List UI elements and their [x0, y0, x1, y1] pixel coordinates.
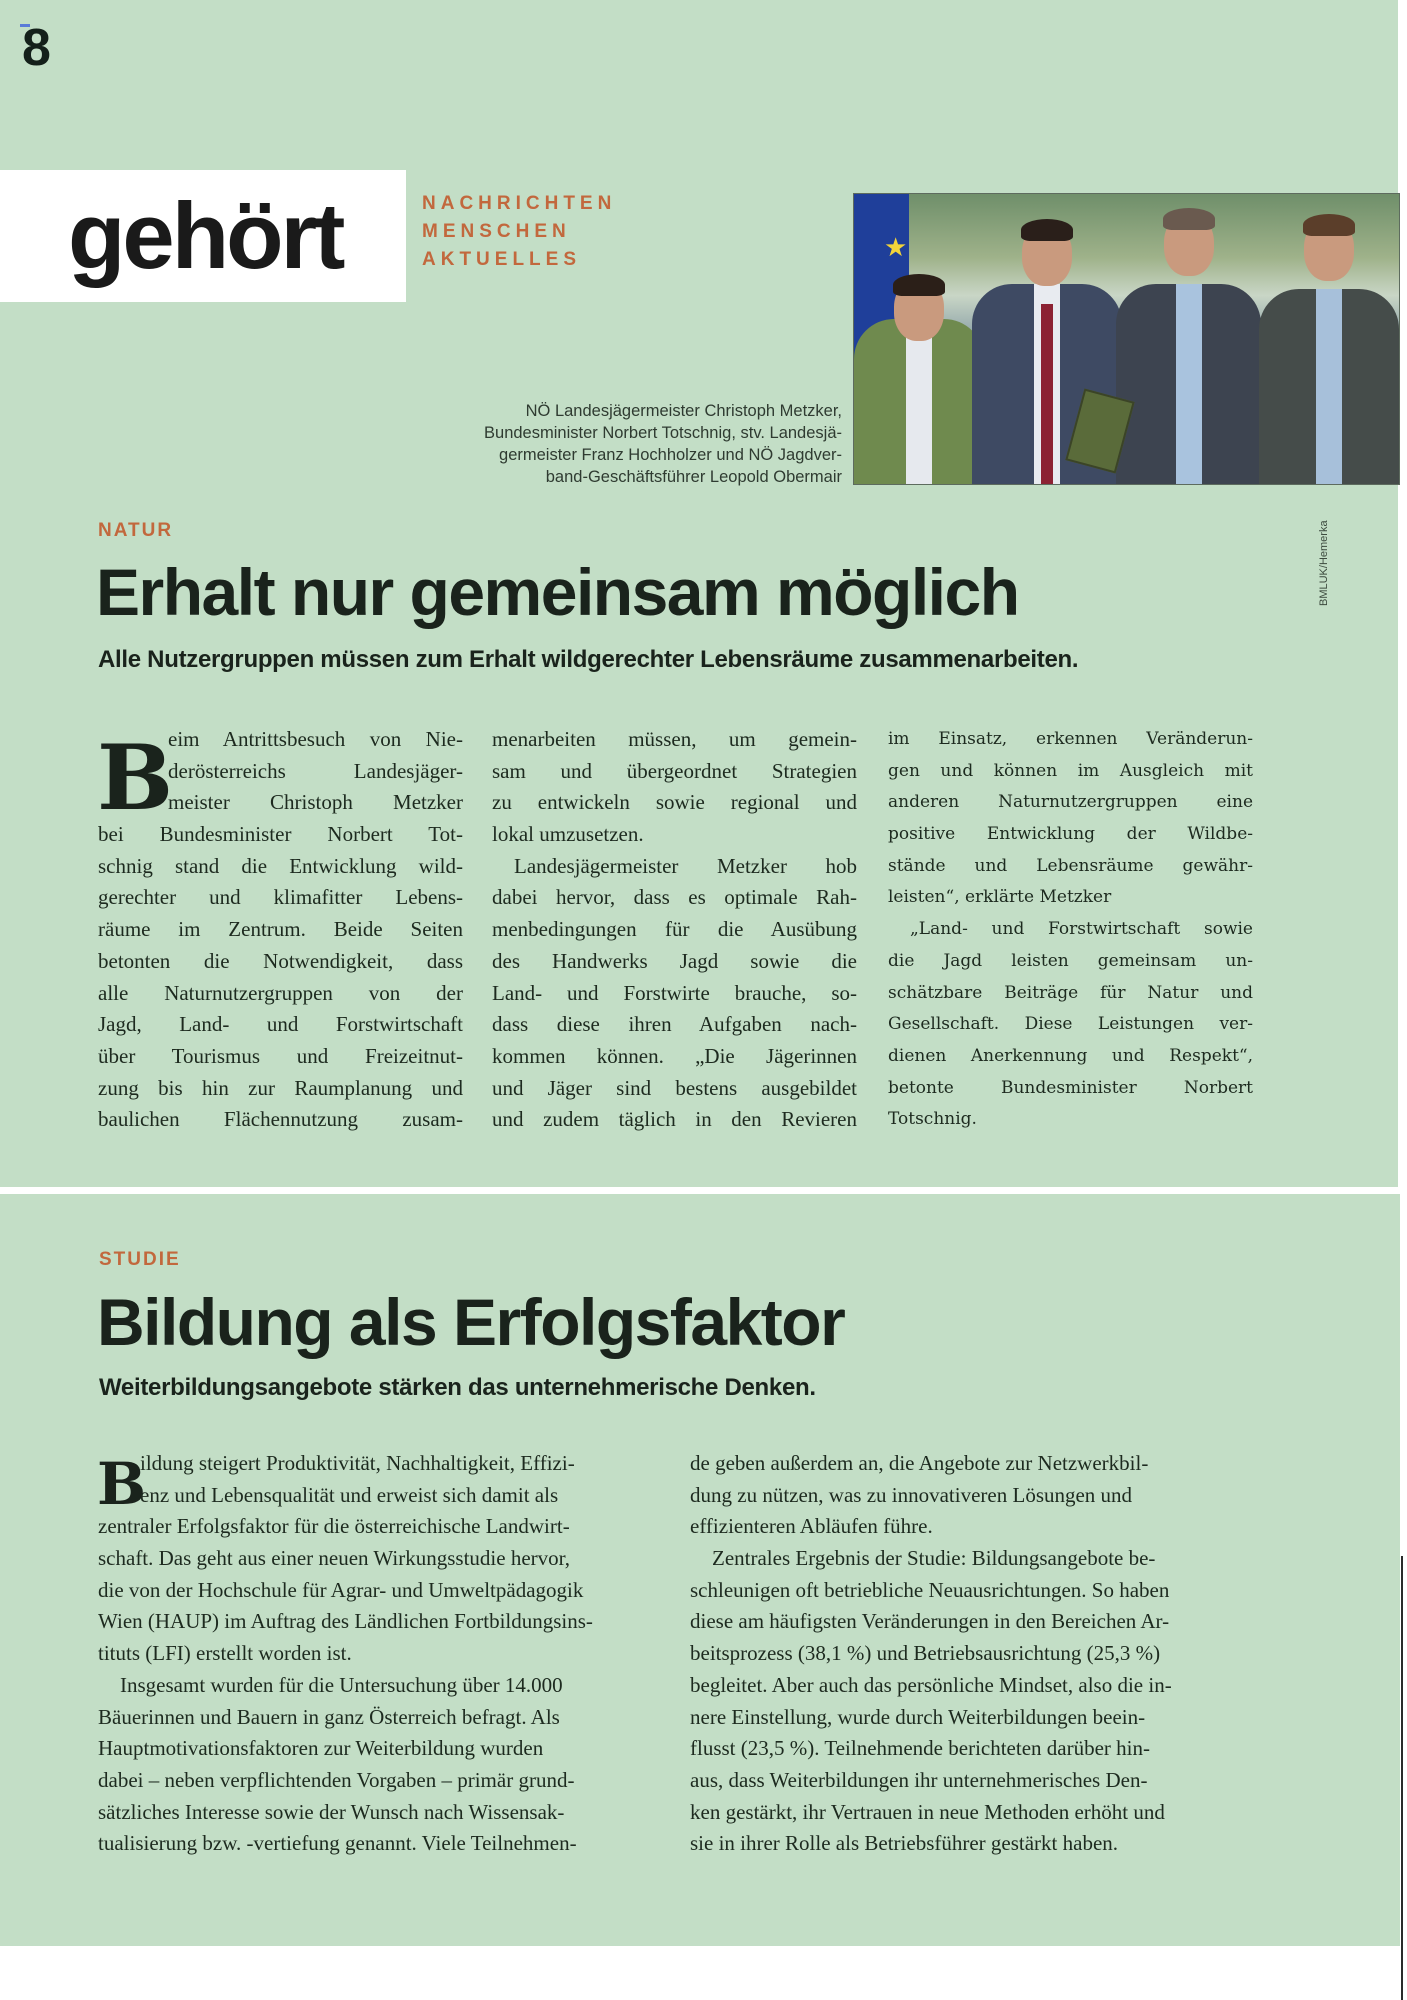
text-line: sie in ihrer Rolle als Betriebsführer gestärkt haben. — [690, 1831, 1119, 1856]
page-edge-line — [1401, 1556, 1403, 2000]
text-line: „Land- und Forstwirtschaft sowie — [910, 919, 1253, 940]
article-kicker: STUDIE — [99, 1249, 181, 1270]
text-line: schätzbare Beiträge für Natur und — [888, 982, 1253, 1003]
person-figure — [1116, 204, 1261, 484]
photo-caption — [484, 400, 842, 488]
person-figure — [854, 244, 984, 484]
text-line: Wien (HAUP) im Auftrag des Ländlichen Fortbildungsins- — [98, 1609, 593, 1634]
drop-cap: B — [97, 1450, 147, 1518]
star-icon: ★ — [884, 232, 908, 262]
group-photo — [853, 193, 1400, 485]
text-line: im Einsatz, erkennen Veränderun- — [888, 729, 1253, 749]
text-line: schaft. Das geht aus einer neuen Wirkungsstudie hervor, — [98, 1546, 571, 1571]
text-line: stände und Lebensräume gewähr- — [888, 855, 1253, 876]
person-figure — [1259, 209, 1399, 484]
text-line: Hauptmotivationsfaktoren zur Weiterbildung wurden — [98, 1736, 544, 1761]
text-line: zu entwickeln sowie regional und — [492, 790, 857, 815]
article-headline: Bildung als Erfolgsfaktor — [97, 1285, 845, 1359]
text-line: zentraler Erfolgsfaktor für die österreichische Landwirt- — [98, 1514, 570, 1539]
masthead-logo: gehört — [68, 183, 343, 288]
text-line: alle Naturnutzergruppen von der — [98, 980, 463, 1005]
text-line: meister Christoph Metzker — [168, 790, 463, 815]
article-column — [690, 1448, 1172, 1860]
article-column — [98, 1448, 593, 1860]
text-line: Bäuerinnen und Bauern in ganz Österreich befragt. Als — [98, 1704, 560, 1729]
text-line: und zudem täglich in den Revieren — [492, 1107, 857, 1132]
text-line: tualisierung bzw. -vertiefung genannt. Viele Teilnehmen- — [98, 1831, 577, 1856]
text-line: beitsprozess (38,1 %) und Betriebsausrichtung (25,3 %) — [690, 1641, 1161, 1666]
page-number: 8 — [22, 19, 51, 77]
text-line: kommen können. „Die Jägerinnen — [492, 1043, 857, 1068]
article-headline: Erhalt nur gemeinsam möglich — [96, 555, 1019, 629]
article-subhead: Alle Nutzergruppen müssen zum Erhalt wildgerechter Lebensräume zusammenarbeiten. — [98, 646, 1079, 673]
text-line: betonten die Notwendigkeit, dass — [98, 948, 463, 973]
text-line: diese am häufigsten Veränderungen in den Bereichen Ar- — [690, 1609, 1170, 1634]
text-line: über Tourismus und Freizeitnut- — [98, 1043, 463, 1068]
text-line: dass diese ihren Aufgaben nach- — [492, 1012, 857, 1037]
masthead-tagline — [422, 190, 616, 274]
article-column — [888, 724, 1253, 1136]
photo-credit: BMLUK/Hemerka — [1318, 520, 1330, 606]
text-line: räume im Zentrum. Beide Seiten — [98, 917, 463, 942]
text-line: die Jagd leisten gemeinsam un- — [888, 950, 1253, 971]
tagline-line: MENSCHEN — [422, 221, 571, 242]
text-line: de geben außerdem an, die Angebote zur Netzwerkbil- — [690, 1451, 1149, 1475]
text-line: betonte Bundesminister Norbert — [888, 1077, 1253, 1098]
caption-line: Bundesminister Norbert Totschnig, stv. Landesjä- — [484, 424, 842, 442]
text-line: Zentrales Ergebnis der Studie: Bildungsangebote be- — [712, 1546, 1156, 1571]
text-line: dienen Anerkennung und Respekt“, — [888, 1045, 1253, 1066]
article-subhead: Weiterbildungsangebote stärken das unternehmerische Denken. — [99, 1374, 816, 1401]
drop-cap: B — [97, 725, 174, 831]
text-line: begleitet. Aber auch das persönliche Mindset, also die in- — [690, 1672, 1172, 1697]
text-line: eim Antrittsbesuch von Nie- — [168, 727, 463, 751]
text-line: Insgesamt wurden für die Untersuchung über 14.000 — [120, 1672, 563, 1697]
text-line: dabei – neben verpflichtenden Vorgaben – primär grund- — [98, 1767, 575, 1792]
text-line: schleunigen oft betriebliche Neuausrichtungen. So haben — [690, 1577, 1170, 1602]
text-line: Landesjägermeister Metzker hob — [514, 853, 857, 878]
text-line: Land- und Forstwirte brauche, so- — [492, 980, 857, 1005]
caption-line: band-Geschäftsführer Leopold Obermair — [545, 468, 842, 486]
tagline-line: NACHRICHTEN — [422, 193, 617, 214]
text-line: nere Einstellung, wurde durch Weiterbildungen beein- — [690, 1704, 1146, 1729]
text-line: sam und übergeordnet Strategien — [492, 758, 857, 783]
text-line: die von der Hochschule für Agrar- und Umweltpädagogik — [98, 1577, 584, 1602]
text-line: positive Entwicklung der Wildbe- — [888, 824, 1253, 845]
caption-line: germeister Franz Hochholzer und NÖ Jagdver- — [499, 446, 842, 464]
text-line: enz und Lebensqualität und erweist sich damit als — [140, 1482, 559, 1507]
text-line: flusst (23,5 %). Teilnehmende berichteten darüber hin- — [690, 1736, 1150, 1761]
text-line: aus, dass Weiterbildungen ihr unternehmerisches Den- — [690, 1767, 1148, 1792]
text-line: menbedingungen für die Ausübung — [492, 917, 857, 942]
text-line: anderen Naturnutzergruppen eine — [888, 792, 1253, 813]
text-line: ken gestärkt, ihr Vertrauen in neue Methoden erhöht und — [690, 1799, 1165, 1824]
text-line: lokal umzusetzen. — [492, 822, 644, 847]
text-line: dabei hervor, dass es optimale Rah- — [492, 885, 857, 910]
text-line: Jagd, Land- und Forstwirtschaft — [98, 1012, 463, 1037]
text-line: Gesellschaft. Diese Leistungen ver- — [888, 1014, 1253, 1035]
text-line: sätzliches Interesse sowie der Wunsch nach Wissensak- — [98, 1799, 565, 1824]
text-line: bei Bundesminister Norbert Tot- — [98, 822, 463, 847]
text-line: und Jäger sind bestens ausgebildet — [492, 1075, 857, 1100]
text-line: schnig stand die Entwicklung wild- — [98, 853, 463, 878]
text-line: dung zu nützen, was zu innovativeren Lösungen und — [690, 1482, 1133, 1507]
text-line: effizienteren Abläufen führe. — [690, 1514, 933, 1539]
text-line: derösterreichs Landesjäger- — [168, 758, 463, 783]
text-line: Totschnig. — [888, 1109, 977, 1130]
caption-line: NÖ Landesjägermeister Christoph Metzker, — [525, 402, 842, 420]
text-line: tituts (LFI) erstellt worden ist. — [98, 1641, 352, 1666]
text-line: baulichen Flächennutzung zusam- — [98, 1107, 463, 1132]
text-line: gerechter und klimafitter Lebens- — [98, 885, 463, 910]
text-line: leisten“, erklärte Metzker — [888, 887, 1112, 908]
tagline-line: AKTUELLES — [422, 249, 581, 270]
text-line: zung bis hin zur Raumplanung und — [98, 1075, 463, 1100]
article-column — [492, 724, 857, 1136]
text-line: gen und können im Ausgleich mit — [888, 760, 1253, 781]
article-kicker: NATUR — [98, 520, 174, 541]
text-line: des Handwerks Jagd sowie die — [492, 948, 857, 973]
text-line: menarbeiten müssen, um gemein- — [492, 727, 857, 751]
article-column — [98, 724, 463, 1136]
text-line: ildung steigert Produktivität, Nachhaltigkeit, Effizi- — [140, 1451, 575, 1475]
